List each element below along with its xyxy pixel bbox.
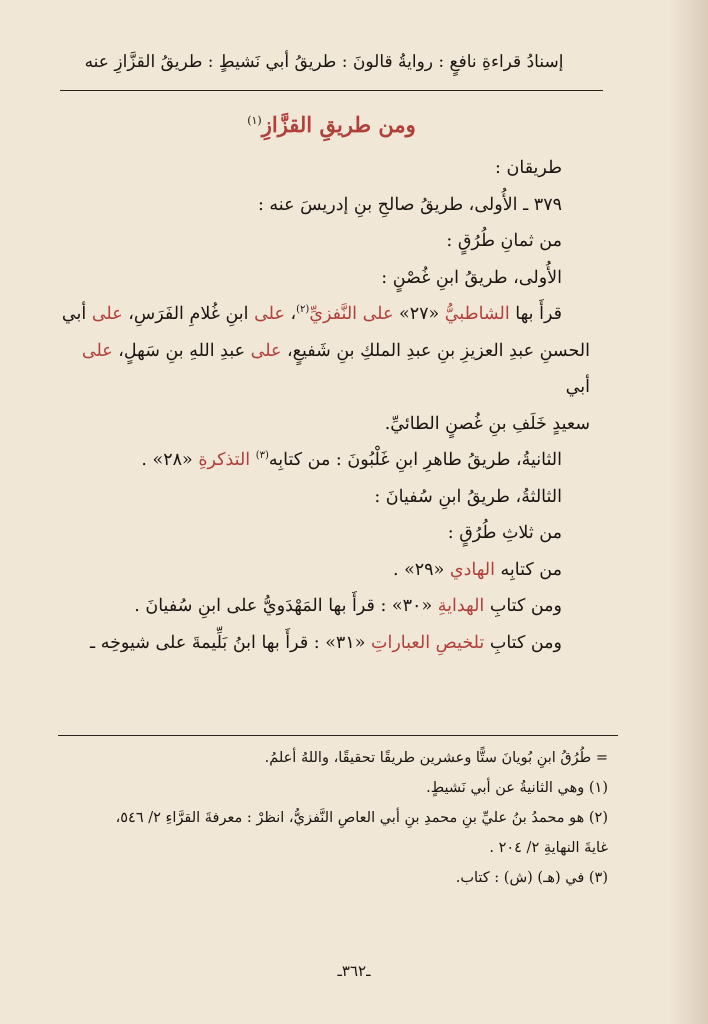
footnote-2-continued: غايةَ النهايةِ ٢/ ٢٠٤ . xyxy=(489,840,608,856)
footnote-continuation: = طُرُقُ ابنِ بُويانَ ستًّا وعشرين طريقًا تحقيقًا، واللهُ أعلمُ. xyxy=(264,750,608,766)
section-title xyxy=(60,112,603,137)
ala-marker: على النَّفزيِّ xyxy=(309,304,394,324)
text-span: ومن كتابِ xyxy=(484,596,562,616)
book-title: تلخيصِ العباراتِ xyxy=(371,632,485,653)
text-span: «٢٩» . xyxy=(392,559,450,580)
text-line: من ثمانِ طُرُقٍ : xyxy=(446,231,562,251)
page-number: ـ٣٦٢ـ xyxy=(337,962,371,980)
text-span: ابنِ غُلامِ الفَرَسِ، xyxy=(122,304,255,324)
text-line: من ثلاثِ طُرُقٍ : xyxy=(447,523,562,543)
footnote-3: (٣) في (هـ) (ش) : كتاب. xyxy=(455,870,608,886)
header-divider xyxy=(60,90,603,91)
section-title-text: ومن طريقِ القزَّازِ xyxy=(261,112,416,137)
text-line xyxy=(58,296,590,333)
text-line xyxy=(58,588,590,625)
footnote-1: (١) وهي الثانيةُ عن أبي نَشيطٍ. xyxy=(426,780,608,796)
ala-marker: على xyxy=(81,340,113,361)
text-span: ، xyxy=(284,304,297,324)
ala-marker: على xyxy=(250,340,282,361)
text-line xyxy=(58,552,590,589)
text-span: من كتابِه xyxy=(494,559,562,580)
main-text xyxy=(58,150,590,661)
text-span: الثانيةُ، طريقُ طاهرِ ابنِ غَلْبُونَ : من كتابِه xyxy=(268,450,562,470)
book-title: الهدايةِ xyxy=(437,596,485,616)
text-line xyxy=(58,625,590,662)
ala-marker: على xyxy=(91,304,123,324)
text-line: الأُولى، طريقُ ابنِ غُصْنٍ : xyxy=(381,267,562,288)
text-span: «٣١» : قرأَ بها ابنُ بَلِّيمةَ على شيوخِه ـ xyxy=(90,632,372,653)
footnote-ref: (٢) xyxy=(296,304,310,316)
running-header: إسنادُ قراءةِ نافعٍ : روايةُ قالونَ : طريقُ أبي نَشيطٍ : طريقُ القزَّازِ عنه xyxy=(84,52,564,72)
book-title: الهادي xyxy=(449,559,495,580)
text-line: ٣٧٩ ـ الأُولى، طريقُ صالحِ بنِ إدريسَ عنه : xyxy=(257,194,562,215)
text-span: «٢٧» xyxy=(393,304,445,324)
text-span: عبدِ اللهِ بنِ سَهلٍ، xyxy=(112,340,251,361)
text-line: الثالثةُ، طريقُ ابنِ سُفيانَ : xyxy=(374,486,562,507)
footnote-ref: (٣) xyxy=(255,450,269,462)
ala-marker: على xyxy=(254,304,285,324)
text-line xyxy=(58,442,590,479)
text-line xyxy=(58,333,590,406)
book-title: التذكرةِ xyxy=(198,450,256,470)
text-line: طريقان : xyxy=(495,158,562,178)
text-span: الحسنِ عبدِ العزيزِ بنِ عبدِ الملكِ بنِ شَفيعٍ، xyxy=(281,340,590,361)
footnotes xyxy=(50,743,608,893)
text-span: ومن كتابِ xyxy=(484,632,562,653)
text-span: «٣٠» : قرأَ بها المَهْدَويُّ على ابنِ سُفيانَ . xyxy=(134,596,438,616)
page-gutter-shadow xyxy=(668,0,708,1024)
text-span: قرأَ بها xyxy=(509,304,562,324)
text-span: أبي xyxy=(61,304,92,324)
text-span: أبي xyxy=(565,377,590,397)
section-title-footnote-ref: (١) xyxy=(247,114,262,127)
text-line: سعيدٍ خَلَفِ بنِ غُصنٍ الطائيِّ. xyxy=(384,413,590,434)
reciter-name: الشاطبيُّ xyxy=(444,304,510,324)
text-span: «٢٨» . xyxy=(141,450,199,470)
footnote-2: (٢) هو محمدُ بنُ عليِّ بنِ محمدِ بنِ أبي العاصِ النَّفزيُّ، انظرْ : معرفةَ القرَّاءِ ٢/ ٥٤٦، xyxy=(115,810,608,826)
footnote-divider xyxy=(58,735,618,736)
